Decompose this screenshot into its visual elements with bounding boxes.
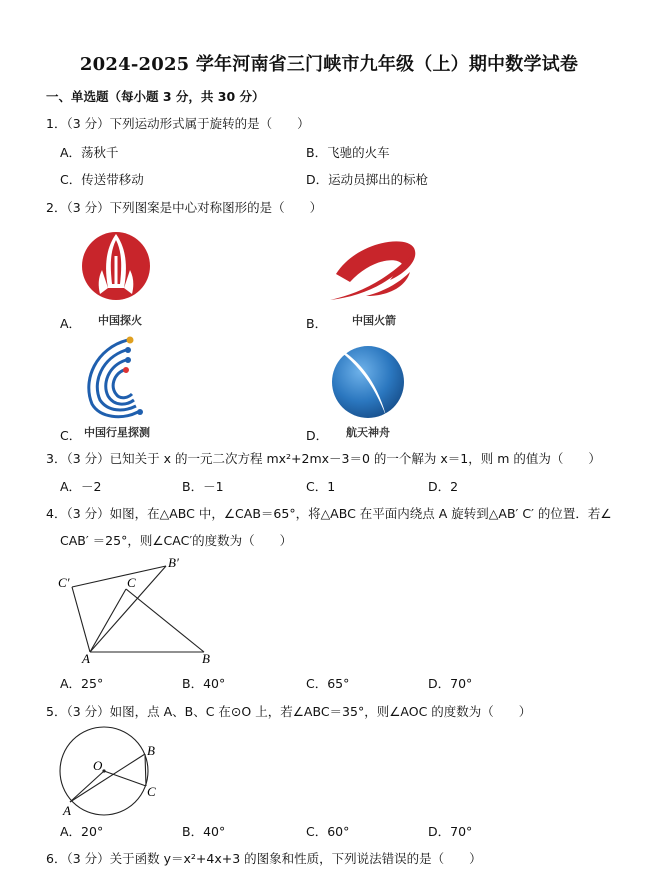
- q1-option-a[interactable]: A．荡秋千: [60, 145, 119, 160]
- q1-option-b[interactable]: B．飞驰的火车: [306, 145, 390, 160]
- q4-stem-line1: 4．（3 分）如图，在△ABC 中，∠CAB＝65°，将△ABC 在平面内绕点 A 旋转到△AB′ C′ 的位置．若∠: [46, 506, 612, 521]
- q2-caption-a: 中国探火: [98, 314, 142, 327]
- label-c: C: [147, 784, 156, 799]
- q1-option-c[interactable]: C．传送带移动: [60, 172, 144, 187]
- label-b: B: [202, 651, 210, 666]
- q3-option-c[interactable]: C．1: [306, 479, 336, 494]
- q4-option-a[interactable]: A．25°: [60, 676, 104, 691]
- q5-option-b[interactable]: B．40°: [182, 824, 226, 839]
- label-b-prime: B′: [168, 556, 179, 570]
- q6-stem: 6．（3 分）关于函数 y＝x²+4x+3 的图象和性质，下列说法错误的是（ ）: [46, 851, 482, 866]
- q3-option-b[interactable]: B．－1: [182, 479, 224, 494]
- q5-option-c[interactable]: C．60°: [306, 824, 350, 839]
- label-o: O: [93, 758, 103, 773]
- q3-option-d[interactable]: D．2: [428, 479, 459, 494]
- q2-option-a[interactable]: A．: [60, 316, 82, 331]
- planetary-exploration-logo-icon: [78, 334, 158, 422]
- q2-caption-b: 中国火箭: [352, 314, 396, 327]
- q2-caption-c: 中国行星探测: [84, 426, 150, 439]
- q3-stem: 3．（3 分）已知关于 x 的一元二次方程 mx²+2mx－3＝0 的一个解为 x＝1，则 m 的值为（ ）: [46, 451, 601, 466]
- q2-option-d[interactable]: D．: [306, 428, 329, 443]
- q4-triangle-figure: [54, 556, 224, 668]
- shenzhou-logo-icon: [324, 338, 408, 422]
- q4-option-d[interactable]: D．70°: [428, 676, 473, 691]
- q1-option-d[interactable]: D．运动员掷出的标枪: [306, 172, 429, 187]
- q5-stem: 5．（3 分）如图，点 A、B、C 在⊙O 上，若∠ABC＝35°，则∠AOC 的度数为（ ）: [46, 704, 532, 719]
- china-mars-logo-icon: [80, 226, 152, 312]
- q5-option-d[interactable]: D．70°: [428, 824, 473, 839]
- label-b: B: [147, 743, 155, 758]
- q5-option-a[interactable]: A．20°: [60, 824, 104, 839]
- label-c: C: [127, 575, 136, 590]
- q3-option-a[interactable]: A．－2: [60, 479, 102, 494]
- q2-stem: 2．（3 分）下列图案是中心对称图形的是（ ）: [46, 200, 323, 215]
- q1-stem: 1．（3 分）下列运动形式属于旋转的是（ ）: [46, 116, 310, 131]
- q4-stem-line2: CAB′ ＝25°，则∠CAC′的度数为（ ）: [60, 533, 293, 548]
- q5-circle-figure: [54, 724, 164, 818]
- section-heading: 一、单选题（每小题 3 分，共 30 分）: [46, 89, 265, 104]
- q2-option-b[interactable]: B．: [306, 316, 328, 331]
- q4-option-c[interactable]: C．65°: [306, 676, 350, 691]
- q2-option-c[interactable]: C．: [60, 428, 82, 443]
- q4-option-b[interactable]: B．40°: [182, 676, 226, 691]
- page-title: 2024-2025 学年河南省三门峡市九年级（上）期中数学试卷: [79, 54, 579, 75]
- china-rocket-logo-icon: [326, 234, 426, 304]
- label-a: A: [82, 651, 90, 666]
- q2-caption-d: 航天神舟: [346, 426, 390, 439]
- label-c-prime: C′: [58, 575, 70, 590]
- label-a: A: [63, 803, 71, 818]
